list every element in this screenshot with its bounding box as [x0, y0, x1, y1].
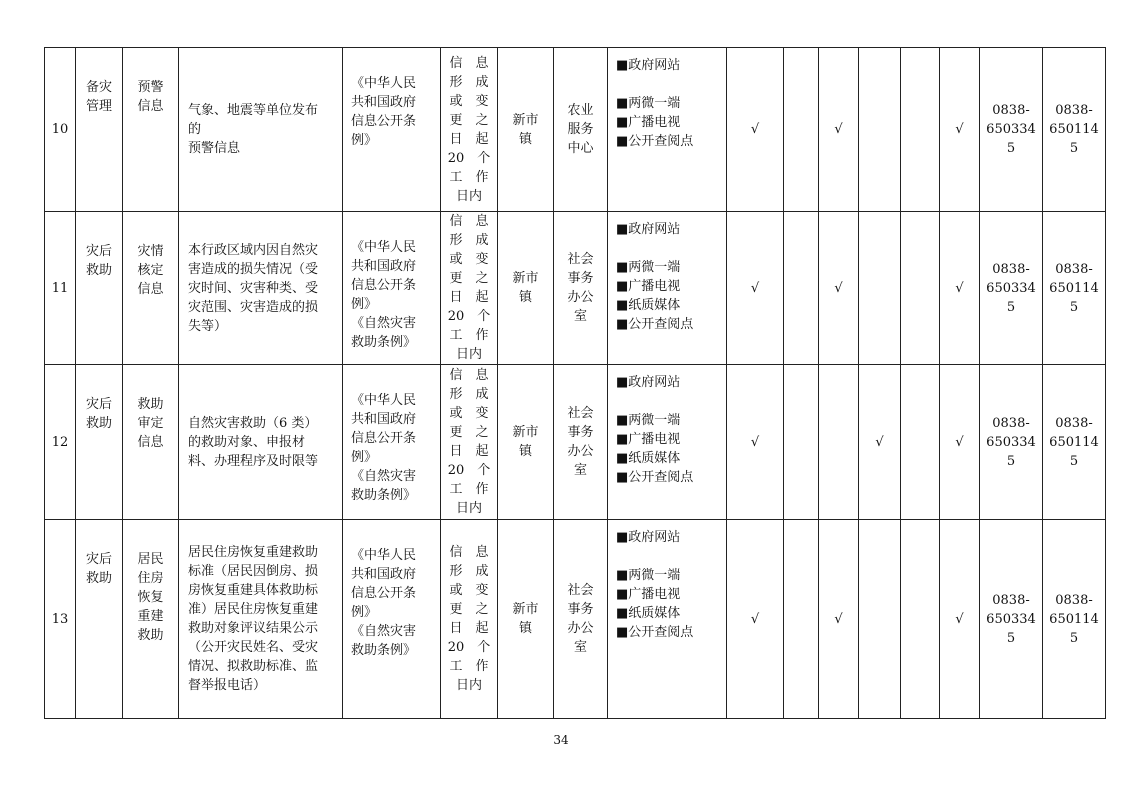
phone-cell-1: 0838- 650334 5 — [980, 520, 1043, 719]
channel-item: ■公开查阅点 — [616, 625, 694, 640]
category-cell: 备灾 管理 — [76, 48, 123, 212]
check-mark-cell — [901, 48, 940, 212]
period-cell: 信 息 形 成 或 变 更 之 日 起 20 个 工 作 日内 — [441, 520, 498, 719]
subject-cell: 新市 镇 — [498, 520, 554, 719]
item-cell: 居民 住房 恢复 重建 救助 — [123, 520, 179, 719]
unit-cell: 农业 服务 中心 — [554, 48, 608, 212]
period-cell: 信 息 形 成 或 变 更 之 日 起 20 个 工 作 日内 — [441, 365, 498, 520]
content-cell: 气象、地震等单位发布 的 预警信息 — [179, 48, 343, 212]
phone-cell-2: 0838- 650114 5 — [1043, 212, 1106, 365]
row-number-cell: 11 — [45, 212, 76, 365]
item-cell: 预警 信息 — [123, 48, 179, 212]
channels-cell — [608, 365, 727, 520]
category-cell: 灾后 救助 — [76, 212, 123, 365]
channel-item: ■政府网站 — [616, 58, 681, 73]
check-mark-cell: √ — [819, 212, 859, 365]
channels-cell — [608, 520, 727, 719]
page-number: 34 — [553, 733, 569, 747]
channel-item: ■公开查阅点 — [616, 317, 694, 332]
row-number-cell: 12 — [45, 365, 76, 520]
subject-cell: 新市 镇 — [498, 48, 554, 212]
channel-item: ■广播电视 — [616, 587, 681, 602]
channel-item: ■政府网站 — [616, 530, 681, 545]
check-mark-cell — [859, 48, 901, 212]
check-mark-cell: √ — [940, 212, 980, 365]
basis-cell: 《中华人民 共和国政府 信息公开条 例》 《自然灾害 救助条例》 — [343, 365, 441, 520]
check-mark-cell: √ — [859, 365, 901, 520]
check-mark-cell: √ — [819, 520, 859, 719]
category-cell: 灾后 救助 — [76, 520, 123, 719]
channel-item: ■公开查阅点 — [616, 134, 694, 149]
phone-cell-2: 0838- 650114 5 — [1043, 48, 1106, 212]
channel-item: ■公开查阅点 — [616, 470, 694, 485]
channel-item: ■纸质媒体 — [616, 606, 681, 621]
check-mark-cell — [859, 212, 901, 365]
content-cell: 本行政区域内因自然灾 害造成的损失情况（受 灾时间、灾害种类、受 灾范围、灾害造成的损 失等） — [179, 212, 343, 365]
channel-item: ■政府网站 — [616, 375, 681, 390]
check-mark-cell: √ — [940, 365, 980, 520]
channel-item: ■广播电视 — [616, 279, 681, 294]
table-row — [45, 520, 1106, 719]
phone-cell-1: 0838- 650334 5 — [980, 212, 1043, 365]
basis-cell: 《中华人民 共和国政府 信息公开条 例》 《自然灾害 救助条例》 — [343, 212, 441, 365]
phone-cell-2: 0838- 650114 5 — [1043, 365, 1106, 520]
check-mark-cell: √ — [727, 365, 784, 520]
check-mark-cell — [784, 520, 819, 719]
channel-item: ■两微一端 — [616, 260, 681, 275]
check-mark-cell — [859, 520, 901, 719]
channel-item: ■两微一端 — [616, 568, 681, 583]
channel-item: ■广播电视 — [616, 115, 681, 130]
channel-item: ■两微一端 — [616, 96, 681, 111]
content-cell: 自然灾害救助（6 类） 的救助对象、申报材 料、办理程序及时限等 — [179, 365, 343, 520]
category-cell: 灾后 救助 — [76, 365, 123, 520]
unit-cell: 社会 事务 办公 室 — [554, 212, 608, 365]
content-cell: 居民住房恢复重建救助 标准（居民因倒房、损 房恢复重建具体救助标 准）居民住房恢复重建 救助对象评议结果公示 （公开灾民姓名、受灾 情况、拟救助标准、监 督举报电话） — [179, 520, 343, 719]
subject-cell: 新市 镇 — [498, 212, 554, 365]
channel-item: ■纸质媒体 — [616, 451, 681, 466]
check-mark-cell — [901, 520, 940, 719]
item-cell: 救助 审定 信息 — [123, 365, 179, 520]
check-mark-cell: √ — [940, 520, 980, 719]
channel-item: ■两微一端 — [616, 413, 681, 428]
basis-cell: 《中华人民 共和国政府 信息公开条 例》 — [343, 48, 441, 212]
check-mark-cell — [819, 365, 859, 520]
check-mark-cell: √ — [727, 48, 784, 212]
check-mark-cell — [784, 212, 819, 365]
unit-cell: 社会 事务 办公 室 — [554, 520, 608, 719]
period-cell: 信 息 形 成 或 变 更 之 日 起 20 个 工 作 日内 — [441, 212, 498, 365]
check-mark-cell: √ — [727, 520, 784, 719]
basis-cell: 《中华人民 共和国政府 信息公开条 例》 《自然灾害 救助条例》 — [343, 520, 441, 719]
check-mark-cell — [784, 365, 819, 520]
phone-cell-1: 0838- 650334 5 — [980, 365, 1043, 520]
channels-cell — [608, 212, 727, 365]
check-mark-cell — [901, 365, 940, 520]
check-mark-cell — [901, 212, 940, 365]
table-row — [45, 48, 1106, 212]
subject-cell: 新市 镇 — [498, 365, 554, 520]
disclosure-table — [44, 47, 1106, 719]
phone-cell-2: 0838- 650114 5 — [1043, 520, 1106, 719]
table-row — [45, 365, 1106, 520]
period-cell: 信 息 形 成 或 变 更 之 日 起 20 个 工 作 日内 — [441, 48, 498, 212]
check-mark-cell: √ — [940, 48, 980, 212]
check-mark-cell: √ — [819, 48, 859, 212]
channels-cell — [608, 48, 727, 212]
channel-item: ■广播电视 — [616, 432, 681, 447]
check-mark-cell — [784, 48, 819, 212]
table-row — [45, 212, 1106, 365]
channel-item: ■纸质媒体 — [616, 298, 681, 313]
phone-cell-1: 0838- 650334 5 — [980, 48, 1043, 212]
item-cell: 灾情 核定 信息 — [123, 212, 179, 365]
unit-cell: 社会 事务 办公 室 — [554, 365, 608, 520]
row-number-cell: 10 — [45, 48, 76, 212]
check-mark-cell: √ — [727, 212, 784, 365]
row-number-cell: 13 — [45, 520, 76, 719]
channel-item: ■政府网站 — [616, 222, 681, 237]
